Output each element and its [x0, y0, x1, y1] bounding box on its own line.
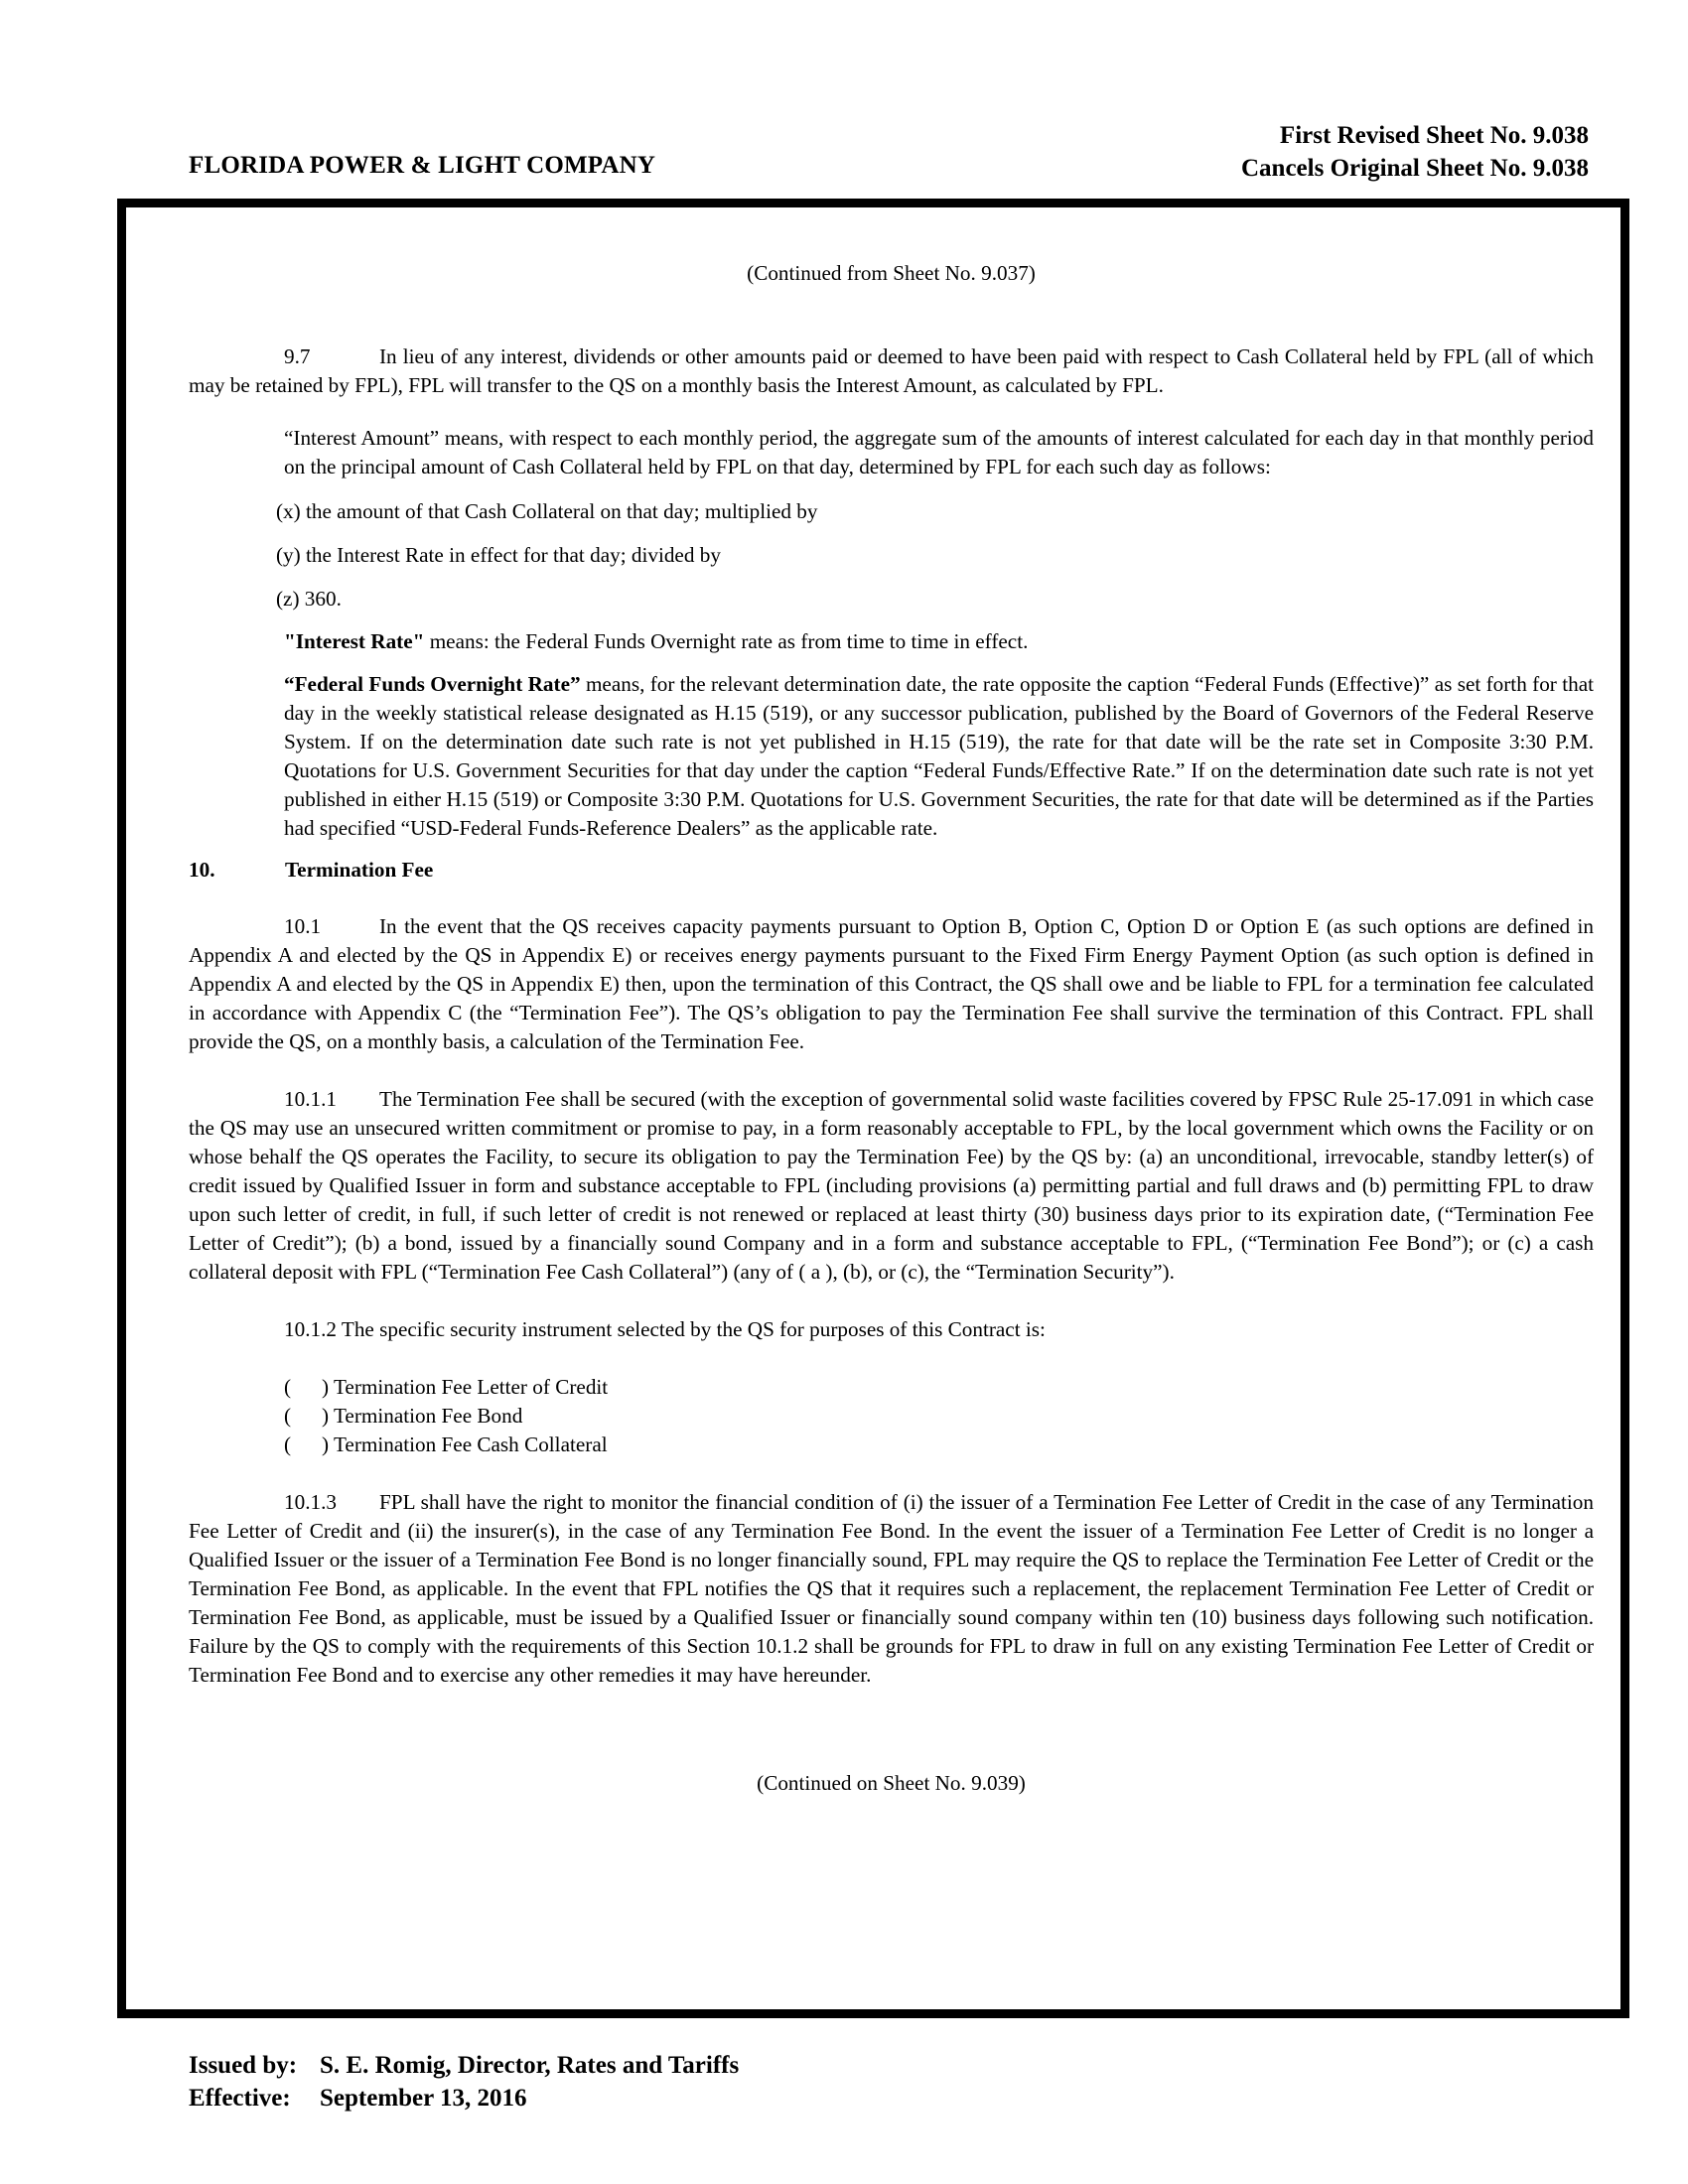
defined-term: “Federal Funds Overnight Rate” [284, 672, 581, 696]
effective-value: September 13, 2016 [320, 2085, 527, 2112]
paragraph-10-1-3 [189, 1488, 1594, 1690]
interest-formula [276, 497, 1594, 614]
security-options [284, 1373, 1594, 1459]
tariff-body [189, 258, 1594, 1798]
definition-text: “Interest Amount” means, with respect to each monthly period, the aggregate sum of the amounts of interest calculated for each day in that monthly period on the principal amount of Cash Collateral held by FPL on that day, determined by FPL for each such day as follows: [284, 426, 1594, 478]
option-label: ) Termination Fee Letter of Credit [322, 1375, 609, 1399]
sheet-cancels: Cancels Original Sheet No. 9.038 [1241, 155, 1589, 182]
issued-label: Issued by: [189, 2052, 298, 2079]
paragraph-number: 10.1.1 [284, 1087, 337, 1111]
defined-term: "Interest Rate" [284, 629, 425, 653]
formula-z: (z) 360. [276, 587, 342, 611]
federal-funds-definition [284, 670, 1594, 843]
issuance-footer [189, 2049, 739, 2115]
formula-x: (x) the amount of that Cash Collateral on that day; multiplied by [276, 499, 818, 523]
paragraph-text: In lieu of any interest, dividends or other amounts paid or deemed to have been paid with respect to Cash Collateral held by FPL (all of which may be retained by FPL), FPL will transfer to the QS on a monthly basis the Interest Amount, as calculated by FPL. [189, 344, 1594, 397]
company-name: FLORIDA POWER & LIGHT COMPANY [189, 152, 656, 179]
paragraph-text: FPL shall have the right to monitor the financial condition of (i) the issuer of a Termination Fee Letter of Credit in the case of any Termination Fee Letter of Credit and (ii) the insurer(s), in the case of any Termination Fee Bond. In the event the issuer of a Termination Fee Letter of Credit is no longer a Qualified Issuer or the issuer of a Termination Fee Bond is no longer financially sound, FPL may require the QS to replace the Termination Fee Letter of Credit or the Termination Fee Bond, as applicable. In the event that FPL notifies the QS that it requires such a replacement, the replacement Termination Fee Letter of Credit or Termination Fee Bond, as applicable, must be issued by a Qualified Issuer or financially sound company within ten (10) business days following such notification. Failure by the QS to comply with the requirements of this Section 10.1.2 shall be grounds for FPL to draw in full on any existing Termination Fee Letter of Credit or Termination Fee Bond and to exercise any other remedies it may have hereunder. [189, 1490, 1594, 1687]
sheet-revision: First Revised Sheet No. 9.038 [1279, 122, 1589, 149]
continued-on: (Continued on Sheet No. 9.039) [757, 1771, 1026, 1795]
paragraph-9-7 [189, 342, 1594, 400]
paragraph-10-1-1 [189, 1085, 1594, 1287]
section-title: Termination Fee [285, 858, 434, 882]
continued-from: (Continued from Sheet No. 9.037) [747, 261, 1036, 285]
option-bond[interactable]: ( ) Termination Fee Bond [284, 1404, 523, 1428]
paragraph-10-1 [189, 912, 1594, 1056]
paragraph-number: 10.1.3 [284, 1490, 337, 1514]
option-letter-of-credit[interactable]: ( ) Termination Fee Letter of Credit [284, 1375, 609, 1399]
option-label: ) Termination Fee Bond [322, 1404, 523, 1428]
paragraph-10-1-2: 10.1.2 The specific security instrument selected by the QS for purposes of this Contract is: [284, 1317, 1046, 1341]
paragraph-text: In the event that the QS receives capacity payments pursuant to Option B, Option C, Option D or Option E (as such options are defined in Appendix A and elected by the QS in Appendix E) or receives energy payments pursuant to the Fixed Firm Energy Payment Option (as such option is defined in Appendix A and elected by the QS in Appendix E) then, upon the termination of this Contract, the QS shall owe and be liable to FPL for a termination fee calculated in accordance with Appendix C (the “Termination Fee”). The QS’s obligation to pay the Termination Fee shall survive the termination of this Contract. FPL shall provide the QS, on a monthly basis, a calculation of the Termination Fee. [189, 914, 1594, 1053]
section-number: 10. [189, 858, 215, 882]
sheet-number-block [1241, 119, 1589, 185]
paragraph-number: 10.1 [284, 914, 322, 938]
paragraph-text: The Termination Fee shall be secured (with the exception of governmental solid waste facilities covered by FPSC Rule 25-17.091 in which case the QS may use an unsecured written commitment or promise to pay, in a form reasonably acceptable to FPL, by the local government which owns the Facility or on whose behalf the QS operates the Facility, to secure its obligation to pay the Termination Fee) by the QS by: (a) an unconditional, irrevocable, standby letter(s) of credit issued by Qualified Issuer in form and substance acceptable to FPL (including provisions (a) permitting partial and full draws and (b) permitting FPL to draw upon such letter of credit, in full, if such letter of credit is not renewed or replaced at least thirty (30) business days prior to its expiration date, (“Termination Fee Letter of Credit”); (b) a bond, issued by a financially sound Company and in a form and substance acceptable to FPL, (“Termination Fee Bond”); or (c) a cash collateral deposit with FPL (“Termination Fee Cash Collateral”) (any of ( a ), (b), or (c), the “Termination Security”). [189, 1087, 1594, 1284]
interest-amount-definition [284, 424, 1594, 481]
definition-text: means, for the relevant determination date, the rate opposite the caption “Federal Funds (Effective)” as set forth for that day in the weekly statistical release designated as H.15 (519), or any successor publication, published by the Board of Governors of the Federal Reserve System. If on the determination date such rate is not yet published in H.15 (519), the rate for that date will be the rate set in Composite 3:30 P.M. Quotations for U.S. Government Securities for that day under the caption “Federal Funds/Effective Rate.” If on the determination date such rate is not yet published in either H.15 (519) or Composite 3:30 P.M. Quotations for U.S. Government Securities, the rate for that date will be determined as if the Parties had specified “USD-Federal Funds-Reference Dealers” as the applicable rate. [284, 672, 1594, 840]
effective-label: Effective: [189, 2085, 291, 2112]
issued-value: S. E. Romig, Director, Rates and Tariffs [320, 2052, 740, 2079]
issued-by [189, 2049, 739, 2082]
effective-date [189, 2082, 739, 2115]
paragraph-number: 9.7 [284, 344, 311, 368]
interest-rate-definition [284, 627, 1594, 656]
definition-text: means: the Federal Funds Overnight rate as from time to time in effect. [424, 629, 1029, 653]
formula-y: (y) the Interest Rate in effect for that day; divided by [276, 543, 721, 567]
option-label: ) Termination Fee Cash Collateral [322, 1433, 608, 1456]
section-10-heading [189, 856, 1594, 885]
option-cash-collateral[interactable]: ( ) Termination Fee Cash Collateral [284, 1433, 608, 1456]
